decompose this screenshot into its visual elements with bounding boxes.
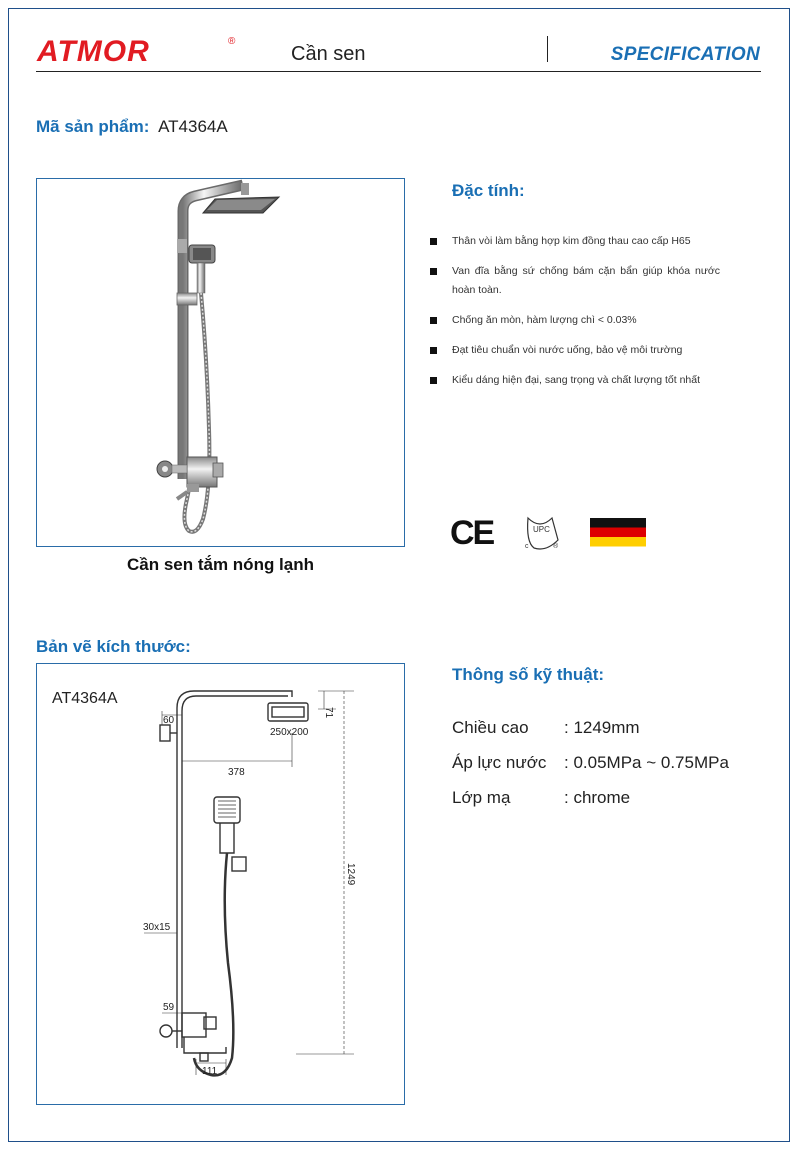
product-code-label: Mã sản phẩm: (36, 117, 150, 136)
spec-value: : chrome (564, 788, 631, 807)
svg-text:UPC: UPC (533, 525, 550, 534)
header-rule (36, 71, 761, 72)
svg-text:®: ® (553, 543, 559, 550)
drawing-title: Bản vẽ kích thước: (36, 637, 191, 656)
spec-row (452, 718, 729, 753)
document-title: Cần sen (291, 43, 366, 65)
svg-text:c: c (525, 543, 529, 550)
specs-table (452, 718, 729, 823)
dim-71: 71 (323, 707, 334, 719)
specs-title: Thông số kỹ thuật: (452, 665, 605, 684)
features-title: Đặc tính: (452, 181, 525, 200)
dim-head-size: 250x200 (270, 727, 309, 738)
dim-378: 378 (228, 767, 245, 778)
drawing-model-code: AT4364A (52, 690, 118, 707)
germany-flag-icon (590, 518, 646, 547)
specification-label: SPECIFICATION (610, 44, 760, 65)
product-photo-box (36, 178, 405, 547)
atmor-logo (35, 30, 245, 70)
feature-item: Thân vòi làm bằng hợp kim đồng thau cao cấp H65 (430, 232, 720, 251)
shower-illustration (37, 179, 404, 546)
spec-row (452, 788, 729, 823)
dim-60: 60 (163, 715, 175, 726)
dimension-drawing (36, 663, 405, 1105)
feature-item: Kiểu dáng hiện đại, sang trọng và chất lượng tốt nhất (430, 371, 720, 390)
product-code-value: AT4364A (158, 117, 228, 136)
ce-mark: CE (450, 514, 494, 552)
spec-key: Lớp mạ (452, 788, 511, 807)
spec-row (452, 753, 729, 788)
header-divider (547, 36, 548, 62)
dim-1249: 1249 (345, 863, 356, 886)
product-code (36, 117, 228, 137)
spec-value: : 0.05MPa ~ 0.75MPa (564, 753, 729, 772)
feature-item: Đạt tiêu chuẩn vòi nước uống, bảo vệ môi trường (430, 341, 720, 360)
dim-59: 59 (163, 1002, 175, 1013)
upc-mark (525, 518, 559, 550)
svg-text:®: ® (228, 36, 236, 47)
spec-key: Chiều cao (452, 718, 529, 737)
certifications (450, 510, 650, 555)
dim-30x15: 30x15 (143, 922, 171, 933)
product-caption: Cần sen tắm nóng lạnh (126, 555, 315, 574)
feature-item: Chống ăn mòn, hàm lượng chì < 0.03% (430, 311, 720, 330)
feature-item: Van đĩa bằng sứ chống bám cặn bẩn giúp khóa nước hoàn toàn. (430, 262, 720, 300)
spec-value: : 1249mm (564, 718, 640, 737)
svg-text:ATMOR: ATMOR (37, 35, 150, 68)
features-list (430, 232, 720, 401)
dim-111: 111 (202, 1066, 218, 1077)
spec-key: Áp lực nước (452, 753, 547, 772)
